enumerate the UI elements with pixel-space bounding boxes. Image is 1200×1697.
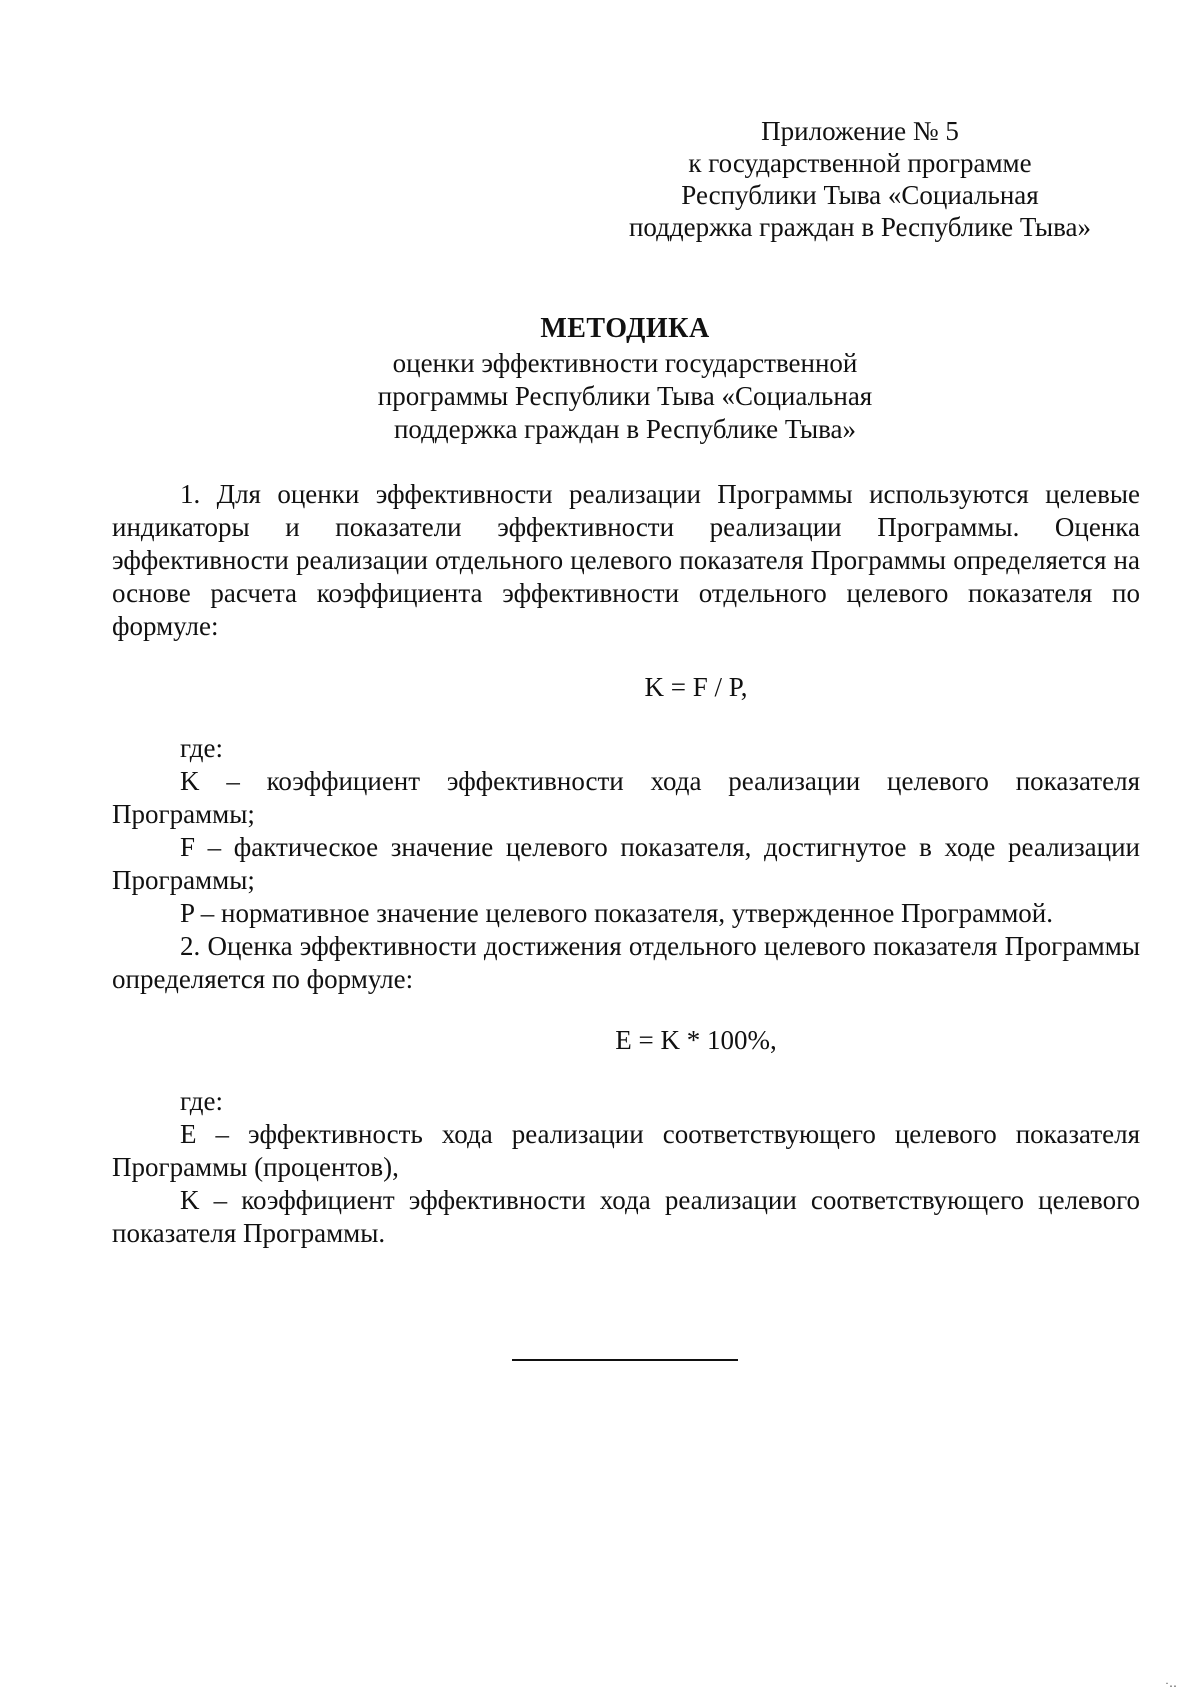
- title-line-3: поддержка граждан в Республике Тыва»: [393, 414, 857, 444]
- appendix-number: Приложение № 5: [761, 116, 959, 146]
- title-line-2: программы Республики Тыва «Социальная: [377, 381, 873, 411]
- formula-e: E = K * 100%,: [615, 1025, 777, 1055]
- scan-mark: ·‥: [1165, 1676, 1177, 1690]
- appendix-line-4: поддержка граждан в Республике Тыва»: [628, 212, 1092, 242]
- formula-k: K = F / P,: [644, 672, 748, 702]
- definition-e: E – эффективность хода реализации соответствующего целевого показателя Программы (процентов),: [112, 1119, 1140, 1182]
- definition-p: P – нормативное значение целевого показателя, утвержденное Программой.: [180, 898, 1053, 928]
- title-main: МЕТОДИКА: [540, 313, 710, 344]
- document-body: [112, 478, 1140, 1250]
- definition-f: F – фактическое значение целевого показателя, достигнутое в ходе реализации Программы;: [112, 832, 1140, 895]
- appendix-header: [600, 115, 1120, 243]
- end-divider: [512, 1359, 738, 1361]
- paragraph-2: 2. Оценка эффективности достижения отдельного целевого показателя Программы определяется по формуле:: [112, 931, 1140, 994]
- where-label-2: где:: [180, 1086, 223, 1116]
- appendix-line-2: к государственной программе: [688, 148, 1032, 178]
- document-title: [200, 312, 1050, 446]
- where-label-1: где:: [180, 733, 223, 763]
- paragraph-1: 1. Для оценки эффективности реализации Программы используются целевые индикаторы и показатели эффективности реализации Программы. Оценка эффективности реализации отдельного целевого показателя Программы определяется на основе расчета коэффициента эффективности отдельного целевого показателя по формуле:: [112, 479, 1140, 641]
- definition-k: K – коэффициент эффективности хода реализации целевого показателя Программы;: [112, 766, 1140, 829]
- definition-k-2: K – коэффициент эффективности хода реализации соответствующего целевого показателя Программы.: [112, 1185, 1140, 1248]
- title-line-1: оценки эффективности государственной: [392, 348, 858, 378]
- appendix-line-3: Республики Тыва «Социальная: [681, 180, 1039, 210]
